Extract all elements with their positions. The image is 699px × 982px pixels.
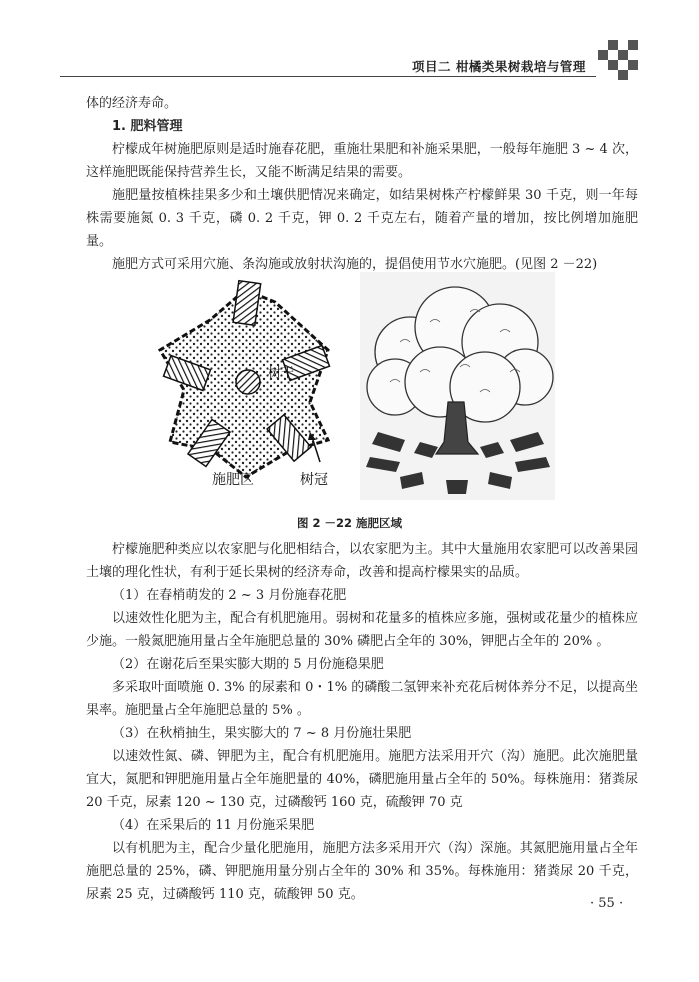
paragraph: 施肥方式可采用穴施、条沟施或放射状沟施的，提倡使用节水穴施肥。(见图 2 －22) <box>112 257 598 272</box>
header-rule <box>60 76 596 77</box>
fertilization-diagram <box>150 272 345 497</box>
page-number: · 55 · <box>590 896 624 911</box>
list-item: （2）在谢花后至果实膨大期的 5 月份施稳果肥 <box>112 657 384 672</box>
header-title: 项目二 柑橘类果树栽培与管理 <box>412 59 586 74</box>
paragraph: 多采取叶面喷施 0. 3% 的尿素和 0・1% 的磷酸二氢钾来补充花后树体养分不足，以提高坐果率。施肥量占全年施肥总量的 5% 。 <box>86 680 638 718</box>
page-header <box>0 0 699 80</box>
list-item: （1）在春梢萌发的 2 ~ 3 月份施春花肥 <box>112 588 347 603</box>
section-title: 1. 肥料管理 <box>112 119 183 134</box>
paragraph: 以速效性氮、磷、钾肥为主，配合有机肥施用。施肥方法采用开穴（沟）施肥。此次施肥量宜大，氮肥和钾肥施用量占全年施肥量的 40%，磷肥施用量占全年的 50%。每株施用：猪粪尿 20 千克，尿素 120 ~ 130 克，过磷酸钙 160 克，硫酸钾 70 克 <box>86 749 638 810</box>
header-logo-icon <box>598 40 642 80</box>
paragraph: 以速效性化肥为主，配合有机肥施用。弱树和花量多的植株应多施，强树或花量少的植株应少施。一般氮肥施用量占全年施肥总量的 30% 磷肥占全年的 30%，钾肥占全年的 20% 。 <box>86 611 638 649</box>
figure-caption: 图 2 －22 施肥区域 <box>296 516 402 530</box>
paragraph: 以有机肥为主，配合少量化肥施用，施肥方法多采用开穴（沟）深施。其氮肥施用量占全年施肥总量的 25%，磷、钾肥施用量分别占全年的 30% 和 35%。每株施用：猪粪尿 20 千克，尿素 25 克，过磷酸钙 110 克，硫酸钾 50 克。 <box>86 841 638 902</box>
body-text-bottom <box>86 538 638 906</box>
paragraph: 柠檬成年树施肥原则是适时施春花肥，重施壮果肥和补施采果肥，一般每年施肥 3 ~ 4 次，这样施肥既能保持营养生长，又能不断满足结果的需要。 <box>86 142 638 180</box>
figure <box>150 272 550 500</box>
list-item: （3）在秋梢抽生，果实膨大的 7 ~ 8 月份施壮果肥 <box>112 726 412 741</box>
list-item: （4）在采果后的 11 月份施采果肥 <box>112 818 315 833</box>
tree-illustration <box>360 272 555 500</box>
paragraph: 体的经济寿命。 <box>86 96 178 111</box>
paragraph: 柠檬施肥种类应以农家肥与化肥相结合，以农家肥为主。其中大量施用农家肥可以改善果园土壤的理化性状，有利于延长果树的经济寿命，改善和提高柠檬果实的品质。 <box>86 542 638 580</box>
label-fertilizer-zone: 施肥区 <box>212 472 254 488</box>
paragraph: 施肥量按植株挂果多少和土壤供肥情况来确定，如结果树株产柠檬鲜果 30 千克，则一年每株需要施氮 0. 3 千克，磷 0. 2 千克，钾 0. 2 千克左右，随着产量的增加，按比例增加施肥量。 <box>86 188 638 249</box>
label-canopy: 树冠 <box>300 472 328 488</box>
body-text-top <box>86 92 638 276</box>
label-tree-trunk: 树干 <box>268 366 295 381</box>
